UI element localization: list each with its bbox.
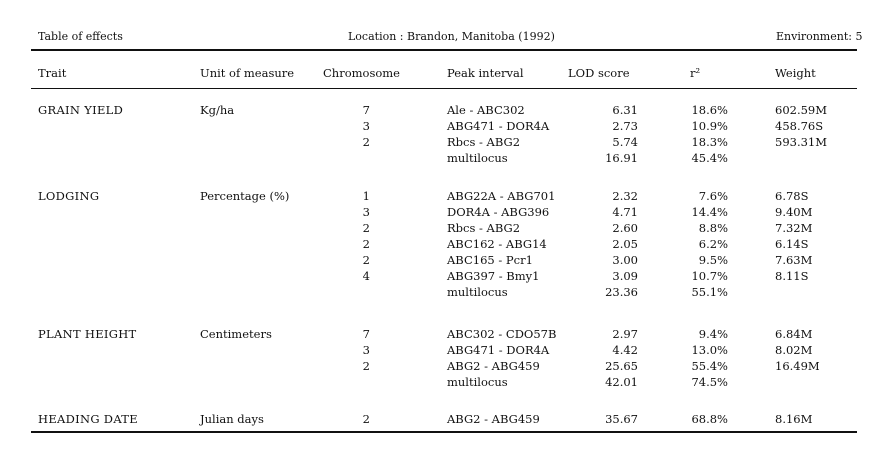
r2-value: 6.2% <box>698 237 728 251</box>
lod-score: 2.60 <box>612 221 638 235</box>
r2-value: 18.3% <box>691 135 728 149</box>
chromosome-value: 3 <box>362 205 370 219</box>
r2-value: 45.4% <box>691 151 728 165</box>
chromosome-value: 2 <box>362 221 370 235</box>
lod-score: 2.32 <box>612 189 638 203</box>
chromosome-value: 3 <box>362 343 370 357</box>
peak-interval: ABG471 - DOR4A <box>447 343 550 357</box>
peak-interval: ABG471 - DOR4A <box>447 119 550 133</box>
peak-interval: ABG2 - ABG459 <box>447 359 540 373</box>
lod-score: 2.97 <box>612 327 638 341</box>
peak-interval: multilocus <box>447 375 508 389</box>
peak-interval: multilocus <box>447 285 508 299</box>
chromosome-value: 2 <box>362 412 370 426</box>
r2-value: 68.8% <box>691 412 728 426</box>
peak-interval: Rbcs - ABG2 <box>447 135 521 149</box>
r2-value: 74.5% <box>691 375 728 389</box>
peak-interval: Rbcs - ABG2 <box>447 221 521 235</box>
unit-of-measure: Kg/ha <box>200 103 235 117</box>
header-rule <box>31 88 857 89</box>
weight-value: 458.76S <box>775 119 824 133</box>
peak-interval: DOR4A - ABG396 <box>447 205 550 219</box>
chromosome-value: 2 <box>362 253 370 267</box>
chromosome-value: 2 <box>362 237 370 251</box>
weight-value: 16.49M <box>775 359 820 373</box>
col-header-interval: Peak interval <box>447 66 524 80</box>
lod-score: 4.71 <box>612 205 638 219</box>
location-label: Location : Brandon, Manitoba (1992) <box>348 30 555 43</box>
r2-value: 10.7% <box>691 269 728 283</box>
r2-value: 55.4% <box>691 359 728 373</box>
lod-score: 3.09 <box>612 269 638 283</box>
weight-value: 593.31M <box>775 135 828 149</box>
weight-value: 8.02M <box>775 343 813 357</box>
peak-interval: Ale - ABC302 <box>447 103 525 117</box>
weight-value: 6.78S <box>775 189 809 203</box>
r2-value: 8.8% <box>698 221 728 235</box>
weight-value: 8.11S <box>775 269 809 283</box>
lod-score: 3.00 <box>612 253 638 267</box>
weight-value: 9.40M <box>775 205 813 219</box>
r2-value: 14.4% <box>691 205 728 219</box>
peak-interval: ABG397 - Bmy1 <box>447 269 540 283</box>
chromosome-value: 2 <box>362 135 370 149</box>
r2-value: 10.9% <box>691 119 728 133</box>
peak-interval: ABC165 - Pcr1 <box>447 253 533 267</box>
r2-value: 13.0% <box>691 343 728 357</box>
trait-name: PLANT HEIGHT <box>38 327 137 341</box>
unit-of-measure: Percentage (%) <box>200 189 290 203</box>
col-header-unit: Unit of measure <box>200 66 295 80</box>
weight-value: 6.84M <box>775 327 813 341</box>
chromosome-value: 7 <box>362 103 370 117</box>
chromosome-value: 3 <box>362 119 370 133</box>
peak-interval: ABG2 - ABG459 <box>447 412 540 426</box>
r2-value: 18.6% <box>691 103 728 117</box>
weight-value: 7.63M <box>775 253 813 267</box>
table-caption: Table of effects <box>38 30 123 43</box>
col-header-weight: Weight <box>775 66 816 80</box>
weight-value: 602.59M <box>775 103 828 117</box>
lod-score: 16.91 <box>605 151 638 165</box>
lod-score: 5.74 <box>612 135 638 149</box>
lod-score: 2.05 <box>612 237 638 251</box>
r2-value: 55.1% <box>691 285 728 299</box>
r2-value: 9.5% <box>698 253 728 267</box>
unit-of-measure: Centimeters <box>200 327 272 341</box>
trait-name: GRAIN YIELD <box>38 103 124 117</box>
col-header-r2: r² <box>690 66 701 80</box>
peak-interval: ABC302 - CDO57B <box>447 327 557 341</box>
col-header-trait: Trait <box>38 66 67 80</box>
r2-value: 9.4% <box>698 327 728 341</box>
col-header-chromosome: Chromosome <box>323 66 400 80</box>
peak-interval: ABC162 - ABG14 <box>447 237 547 251</box>
peak-interval: multilocus <box>447 151 508 165</box>
weight-value: 7.32M <box>775 221 813 235</box>
lod-score: 23.36 <box>605 285 638 299</box>
lod-score: 42.01 <box>605 375 638 389</box>
col-header-lod: LOD score <box>568 66 630 80</box>
lod-score: 35.67 <box>605 412 638 426</box>
weight-value: 6.14S <box>775 237 809 251</box>
lod-score: 2.73 <box>612 119 638 133</box>
lod-score: 6.31 <box>612 103 638 117</box>
lod-score: 25.65 <box>605 359 638 373</box>
chromosome-value: 7 <box>362 327 370 341</box>
r2-value: 7.6% <box>698 189 728 203</box>
bottom-rule <box>31 431 857 433</box>
chromosome-value: 1 <box>362 189 370 203</box>
unit-of-measure: Julian days <box>200 412 264 426</box>
weight-value: 8.16M <box>775 412 813 426</box>
trait-name: HEADING DATE <box>38 412 138 426</box>
top-rule <box>31 49 857 51</box>
environment-label: Environment: 5 <box>776 30 863 43</box>
chromosome-value: 2 <box>362 359 370 373</box>
trait-name: LODGING <box>38 189 100 203</box>
chromosome-value: 4 <box>362 269 370 283</box>
lod-score: 4.42 <box>612 343 638 357</box>
peak-interval: ABG22A - ABG701 <box>447 189 556 203</box>
